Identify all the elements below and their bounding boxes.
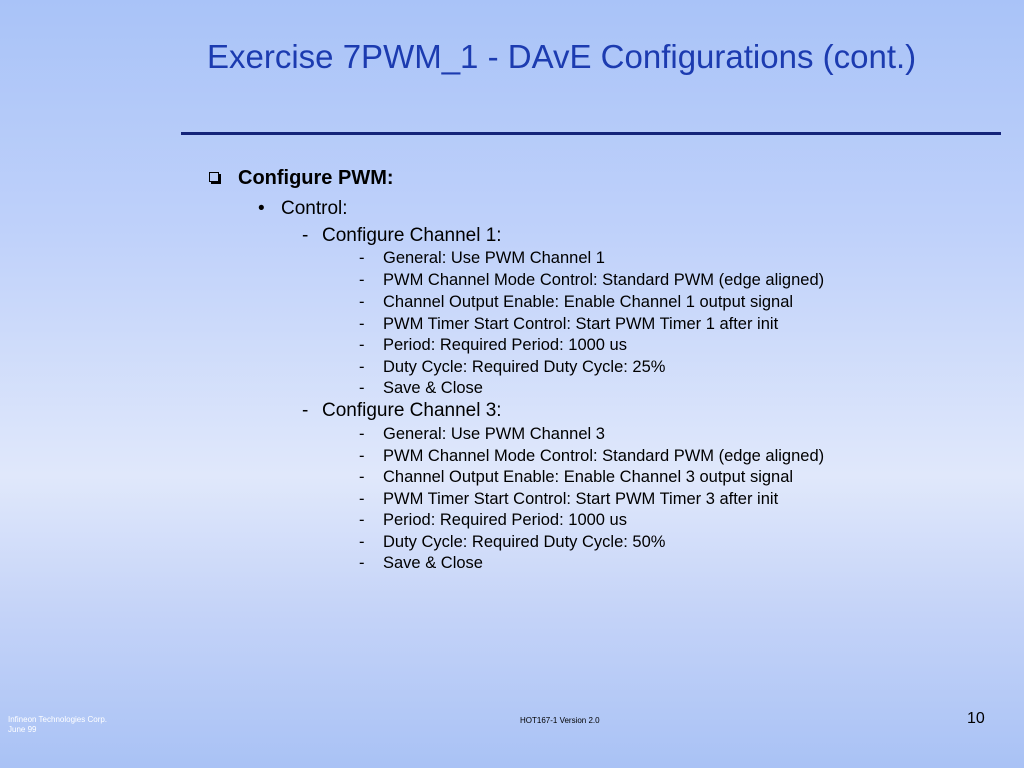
heading-text: Configure PWM: <box>238 167 394 189</box>
list-item-text: General: Use PWM Channel 3 <box>383 425 605 443</box>
list-item-text: Channel Output Enable: Enable Channel 1 output signal <box>383 293 794 311</box>
list-item-text: Channel Output Enable: Enable Channel 3 output signal <box>383 468 794 486</box>
footer-company: Infineon Technologies Corp. <box>8 715 108 724</box>
footer-course-version: HOT167-1 Version 2.0 <box>520 716 600 725</box>
checkbox-bullet-icon <box>209 172 219 182</box>
dash-bullet: - <box>359 358 365 376</box>
list-item-text: PWM Channel Mode Control: Standard PWM (edge aligned) <box>383 271 825 289</box>
dash-bullet: - <box>359 336 365 354</box>
dash-bullet: - <box>302 400 309 421</box>
dash-bullet: - <box>359 271 365 289</box>
dash-bullet: - <box>359 293 365 311</box>
list-item-text: PWM Timer Start Control: Start PWM Timer 1 after init <box>383 315 779 333</box>
slide-title: Exercise 7PWM_1 - DAvE Configurations (cont.) <box>207 38 917 75</box>
list-item-text: General: Use PWM Channel 1 <box>383 249 605 267</box>
list-item-text: Period: Required Period: 1000 us <box>383 511 627 529</box>
list-item-text: Save & Close <box>383 554 483 572</box>
page-number: 10 <box>967 710 985 727</box>
dot-bullet-icon: • <box>258 198 265 219</box>
subsection-label: Configure Channel 3: <box>322 400 502 421</box>
list-item-text: PWM Channel Mode Control: Standard PWM (edge aligned) <box>383 447 825 465</box>
list-item-text: Duty Cycle: Required Duty Cycle: 50% <box>383 533 666 551</box>
dash-bullet: - <box>359 468 365 486</box>
title-divider <box>181 132 1001 135</box>
footer-company-block <box>8 715 107 735</box>
dash-bullet: - <box>359 447 365 465</box>
list-item-text: Duty Cycle: Required Duty Cycle: 25% <box>383 358 666 376</box>
list-item-text: Period: Required Period: 1000 us <box>383 336 627 354</box>
dash-bullet: - <box>359 315 365 333</box>
list-item-text: PWM Timer Start Control: Start PWM Timer 3 after init <box>383 490 779 508</box>
footer-date: June 99 <box>8 725 37 734</box>
dash-bullet: - <box>359 490 365 508</box>
dash-bullet: - <box>359 533 365 551</box>
dash-bullet: - <box>302 225 309 246</box>
dash-bullet: - <box>359 554 365 572</box>
dash-bullet: - <box>359 249 365 267</box>
dash-bullet: - <box>359 511 365 529</box>
list-item-text: Save & Close <box>383 379 483 397</box>
dash-bullet: - <box>359 379 365 397</box>
section-label: Control: <box>281 198 348 219</box>
subsection-label: Configure Channel 1: <box>322 225 502 246</box>
dash-bullet: - <box>359 425 365 443</box>
